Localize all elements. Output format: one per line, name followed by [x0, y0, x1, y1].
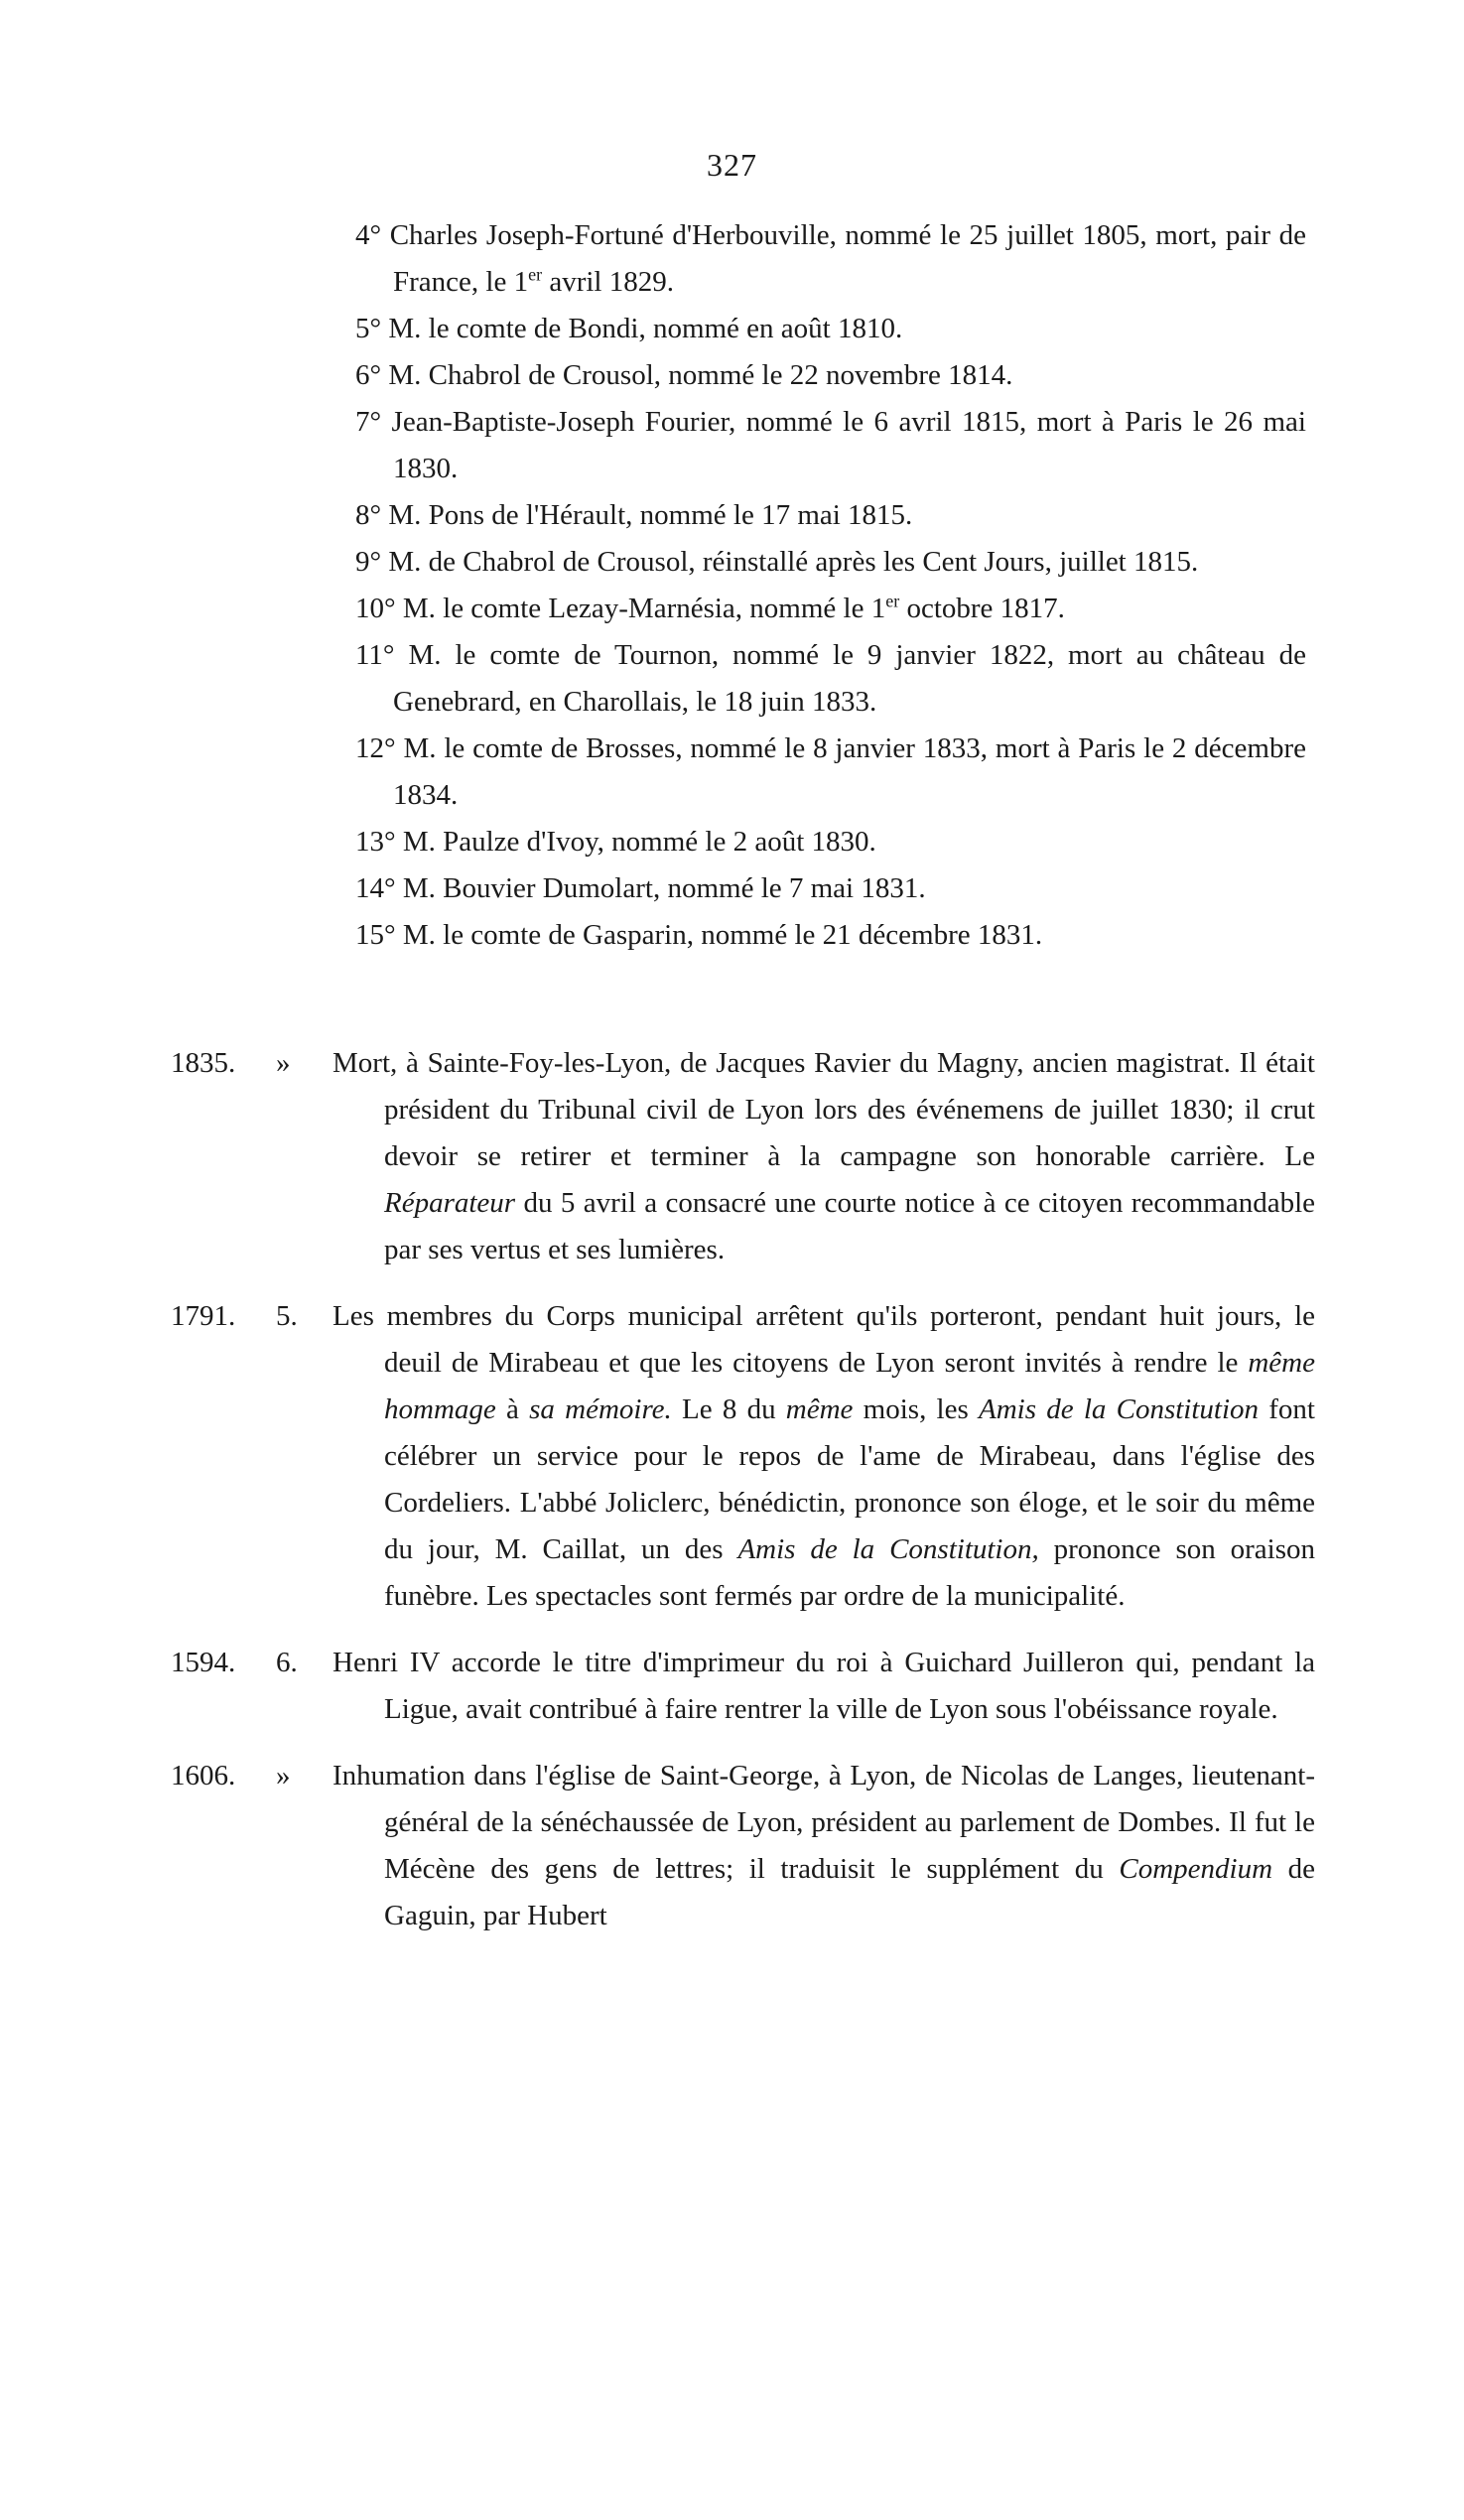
entry-day: » — [276, 1760, 291, 1791]
prefect-list-item: 13° M. Paulze d'Ivoy, nommé le 2 août 1830. — [355, 826, 876, 858]
entry-year: 1606. — [171, 1760, 236, 1791]
entry-day: 5. — [276, 1300, 298, 1332]
entry-year: 1835. — [171, 1047, 236, 1079]
prefect-list-item: 6° M. Chabrol de Crousol, nommé le 22 novembre 1814. — [355, 359, 1013, 391]
prefect-list-item: 15° M. le comte de Gasparin, nommé le 21 décembre 1831. — [355, 919, 1043, 951]
chronicle-entries — [0, 1040, 1464, 1959]
entry-text: Les membres du Corps municipal arrêtent qu'ils porteront, pendant huit jours, le deuil de Mirabeau et que les citoyens de Lyon seront invités à rendre le même hommage à sa mémoire. Le 8 du même mois, les Amis de la Constitution font célébrer un service pour le repos de l'ame de Mirabeau, dans l'église des Cordeliers. L'abbé Joliclerc, bénédictin, prononce son éloge, et le soir du même du jour, M. Caillat, un des Amis de la Constitution, prononce son oraison funèbre. Les spectacles sont fermés par ordre de la municipalité. — [333, 1300, 1316, 1612]
prefect-list-item: 8° M. Pons de l'Hérault, nommé le 17 mai 1815. — [355, 499, 913, 531]
entry-text: Mort, à Sainte-Foy-les-Lyon, de Jacques Ravier du Magny, ancien magistrat. Il était président du Tribunal civil de Lyon lors des événemens de juillet 1830; il crut devoir se retirer et terminer à la campagne son honorable carrière. Le Réparateur du 5 avril a consacré une courte notice à ce citoyen recommandable par ses vertus et ses lumières. — [333, 1047, 1315, 1265]
entry-day: » — [276, 1047, 291, 1079]
chronicle-entry — [0, 1293, 1464, 1620]
prefect-list-item: 4° Charles Joseph-Fortuné d'Herbouville, nommé le 25 juillet 1805, mort, pair de France, le 1er avril 1829. — [355, 219, 1306, 298]
entry-year: 1594. — [171, 1647, 236, 1678]
prefect-list-item: 12° M. le comte de Brosses, nommé le 8 janvier 1833, mort à Paris le 2 décembre 1834. — [355, 732, 1306, 811]
prefect-list-item: 14° M. Bouvier Dumolart, nommé le 7 mai 1831. — [355, 872, 926, 904]
chronicle-entry — [0, 1640, 1464, 1733]
prefect-list — [0, 212, 1464, 959]
entry-day: 6. — [276, 1647, 298, 1678]
prefect-list-item: 7° Jean-Baptiste-Joseph Fourier, nommé le 6 avril 1815, mort à Paris le 26 mai 1830. — [355, 406, 1306, 484]
page-number: 327 — [707, 147, 757, 183]
prefect-list-item: 11° M. le comte de Tournon, nommé le 9 janvier 1822, mort au château de Genebrard, en Charollais, le 18 juin 1833. — [355, 639, 1306, 718]
entry-text: Inhumation dans l'église de Saint-George, à Lyon, de Nicolas de Langes, lieutenant-général de la sénéchaussée de Lyon, président au parlement de Dombes. Il fut le Mécène des gens de lettres; il traduisit le supplément du Compendium de Gaguin, par Hubert — [333, 1760, 1315, 1931]
prefect-list-item: 5° M. le comte de Bondi, nommé en août 1810. — [355, 313, 903, 344]
entry-text: Henri IV accorde le titre d'imprimeur du roi à Guichard Juilleron qui, pendant la Ligue, avait contribué à faire rentrer la ville de Lyon sous l'obéissance royale. — [333, 1647, 1315, 1725]
prefect-list-item: 9° M. de Chabrol de Crousol, réinstallé après les Cent Jours, juillet 1815. — [355, 546, 1199, 578]
prefect-list-item: 10° M. le comte Lezay-Marnésia, nommé le 1er octobre 1817. — [355, 591, 1065, 624]
chronicle-entry — [0, 1753, 1464, 1939]
chronicle-entry — [0, 1040, 1464, 1273]
entry-year: 1791. — [171, 1300, 236, 1332]
